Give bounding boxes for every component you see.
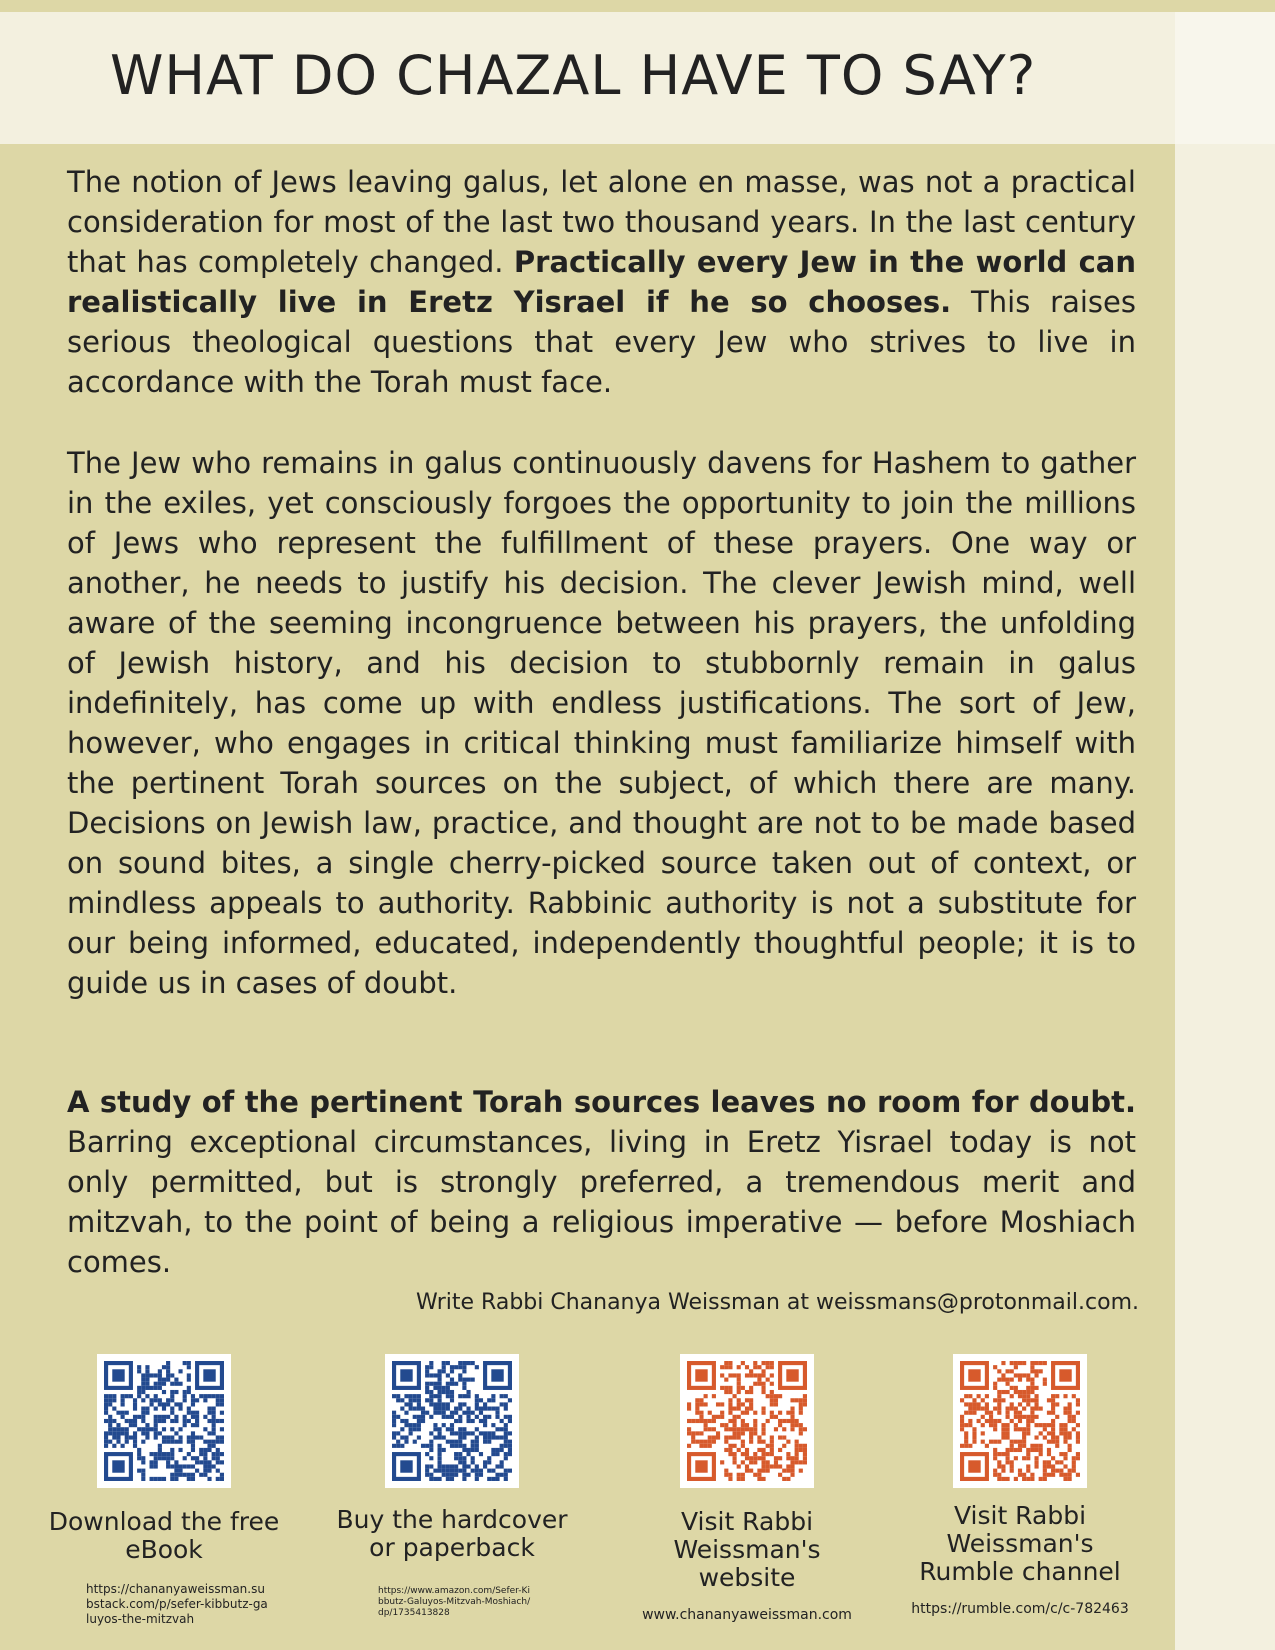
qr-url-rumble[interactable]: https://rumble.com/c/c-782463 xyxy=(911,1601,1129,1617)
qr-url-ebook[interactable]: https://chananyaweissman.substack.com/p/sefer-kibbutz-galuyos-the-mitzvah xyxy=(86,1582,268,1626)
qr-label-book: Buy the hardcover or paperback xyxy=(336,1505,568,1562)
qr-code-ebook[interactable] xyxy=(97,1354,231,1488)
paragraph-2: The Jew who remains in galus continuously davens for Hashem to gather in the exiles, yet consciously forgoes the opportunity to join the millions of Jews who represent the fulfillment of these prayers. One way or another, he needs to justify his decision. The clever Jewish mind, well aware of the seeming incongruence between his prayers, the unfolding of Jewish history, and his decision to stubbornly remain in galus indefinitely, has come up with endless justifications. The sort of Jew, however, who engages in critical thinking must familiarize himself with the pertinent Torah sources on the subject, of which there are many. Decisions on Jewish law, practice, and thought are not to be made based on sound bites, a single cherry-picked source taken out of context, or mindless appeals to authority. Rabbinic authority is not a substitute for our being informed, educated, independently thoughtful people; it is to guide us in cases of doubt. xyxy=(67,446,1136,1000)
qr-code-icon xyxy=(687,1361,807,1481)
paragraph-3-tail: Barring exceptional circumstances, living in Eretz Yisrael today is not only permitted, but is strongly preferred, a tremendous merit and mitzvah, to the point of being a religious imperative — before Moshiach comes. xyxy=(67,1125,1136,1279)
qr-card-book xyxy=(332,1354,572,1619)
right-margin-bar xyxy=(1175,0,1275,1650)
qr-code-rumble[interactable] xyxy=(953,1354,1087,1488)
qr-label-rumble: Visit Rabbi Weissman's Rumble channel xyxy=(919,1501,1121,1586)
top-strip xyxy=(0,0,1275,12)
contact-line: Write Rabbi Chananya Weissman at weissmans@protonmail.com. xyxy=(415,1290,1139,1315)
right-margin-bar-top xyxy=(1175,0,1275,12)
qr-code-icon xyxy=(104,1361,224,1481)
qr-code-book[interactable] xyxy=(385,1354,519,1488)
paragraph-3 xyxy=(67,1082,1136,1282)
qr-card-rumble xyxy=(900,1354,1140,1617)
right-margin-bar-highlight xyxy=(1175,12,1275,144)
paragraph-1-tail: This raises serious theological questions that every Jew who strives to live in accordance with the Torah must face. xyxy=(67,285,1136,399)
page-title: WHAT DO CHAZAL HAVE TO SAY? xyxy=(110,44,1037,107)
qr-code-icon xyxy=(392,1361,512,1481)
qr-card-ebook xyxy=(44,1354,284,1627)
qr-label-website: Visit Rabbi Weissman's website xyxy=(673,1507,821,1592)
paragraph-3-bold: A study of the pertinent Torah sources leaves no room for doubt. xyxy=(67,1085,1136,1119)
paragraph-1-lead: The notion of Jews leaving galus, let alone en masse, was not a practical consideration for most of the last two thousand years. In the last century that has completely changed. xyxy=(67,165,1136,279)
qr-url-book[interactable]: https://www.amazon.com/Sefer-Kibbutz-Galuyos-Mitzvah-Moshiach/dp/1735413828 xyxy=(378,1586,531,1618)
qr-code-icon xyxy=(960,1361,1080,1481)
qr-card-website xyxy=(627,1354,867,1623)
paragraph-1-bold: Practically every Jew in the world can realistically live in Eretz Yisrael if he so chooses. xyxy=(67,245,1136,319)
qr-label-ebook: Download the free eBook xyxy=(48,1507,280,1564)
qr-code-website[interactable] xyxy=(680,1354,814,1488)
qr-url-website[interactable]: www.chananyaweissman.com xyxy=(642,1607,852,1623)
paragraph-1 xyxy=(67,162,1136,402)
